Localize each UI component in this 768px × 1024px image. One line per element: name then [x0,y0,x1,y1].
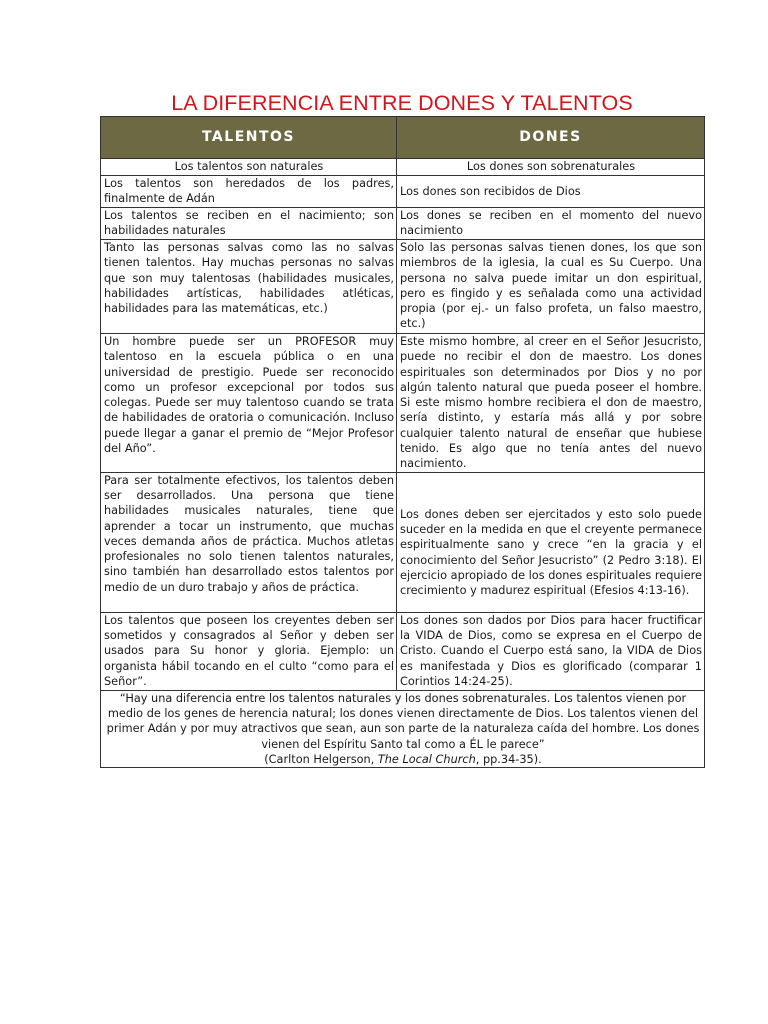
dones-cell: Solo las personas salvas tienen dones, los que son miembros de la iglesia, la cual es Su Cuerpo. Una persona no salva puede imitar un don espiritual, pero es fingido y es señalada como una actividad propia (por ej.- un falso profeta, un falso maestro, etc.) [397,240,705,334]
comparison-table [100,116,705,768]
quote-cell [101,690,705,767]
talentos-cell: Tanto las personas salvas como las no salvas tienen talentos. Hay muchas personas no salvas que son muy talentosas (habilidades musicales, habilidades artísticas, habilidades atléticas, habilidades para las matemáticas, etc.) [101,240,397,334]
table-row [101,176,705,208]
dones-cell: Los dones se reciben en el momento del nuevo nacimiento [397,208,705,240]
dones-cell: Los dones son dados por Dios para hacer fructificar la VIDA de Dios, como se expresa en el Cuerpo de Cristo. Cuando el Cuerpo está sano, la VIDA de Dios es manifestada y Dios es glorificado (comparar 1 Corintios 14:24-25). [397,612,705,690]
dones-cell: Los dones deben ser ejercitados y esto solo puede suceder en la medida en que el creyente permanece espiritualmente sano y crece “en la gracia y el conocimiento del Señor Jesucristo” (2 Pedro 3:18). El ejercicio apropiado de los dones espirituales requiere crecimiento y madurez espiritual (Efesios 4:13-16). [397,472,705,612]
table-row [101,612,705,690]
table-row [101,334,705,473]
talentos-cell: Los talentos son naturales [101,159,397,176]
talentos-cell: Los talentos son heredados de los padres, finalmente de Adán [101,176,397,208]
dones-cell: Los dones son recibidos de Dios [397,176,705,208]
dones-cell: Los dones son sobrenaturales [397,159,705,176]
quote-citation [264,753,541,766]
table-row [101,240,705,334]
table-row [101,159,705,176]
talentos-cell: Para ser totalmente efectivos, los talentos deben ser desarrollados. Una persona que tiene habilidades musicales naturales, tiene que aprender a tocar un instrumento, que muchas veces demanda años de práctica. Muchos atletas profesionales no solo tienen talentos naturales, sino también han desarrollado estos talentos por medio de un duro trabajo y años de práctica. [101,472,397,612]
table-row [101,208,705,240]
quote-text: “Hay una diferencia entre los talentos naturales y los dones sobrenaturales. Los talentos vienen por medio de los genes de herencia natural; los dones vienen directamente de Dios. Los talentos vienen del primer Adán y por muy atractivos que sean, aun son parte de la naturaleza caída del hombre. Los dones vienen del Espíritu Santo tal como a ÉL le parece” [106,691,700,751]
citation-book-title: The Local Church [377,752,476,766]
citation-prefix: (Carlton Helgerson, [264,752,378,766]
header-talentos: TALENTOS [101,117,397,159]
talentos-cell: Un hombre puede ser un PROFESOR muy talentoso en la escuela pública o en una universidad de prestigio. Puede ser reconocido como un profesor excepcional por todos sus colegas. Puede ser muy talentoso cuando se trata de habilidades de oratoria o comunicación. Incluso puede llegar a ganar el premio de “Mejor Profesor del Año”. [101,334,397,473]
page-title: LA DIFERENCIA ENTRE DONES Y TALENTOS [171,91,633,115]
table-row [101,472,705,612]
quote-row [101,690,705,767]
dones-cell: Este mismo hombre, al creer en el Señor Jesucristo, puede no recibir el don de maestro. Los dones espirituales son determinados por Dios y no por algún talento natural que pueda poseer el hombre. Si este mismo hombre recibiera el don de maestro, sería distinto, y estaría más allá y por sobre cualquier talento natural de enseñar que hubiese tenido. Es algo que no tenía antes del nuevo nacimiento. [397,334,705,473]
talentos-cell: Los talentos se reciben en el nacimiento; son habilidades naturales [101,208,397,240]
citation-suffix: , pp.34-35). [475,752,542,766]
table-header-row [101,117,705,159]
talentos-cell: Los talentos que poseen los creyentes deben ser sometidos y consagrados al Señor y deben ser usados para Su honor y gloria. Ejemplo: un organista hábil tocando en el culto “como para el Señor”. [101,612,397,690]
header-dones: DONES [397,117,705,159]
